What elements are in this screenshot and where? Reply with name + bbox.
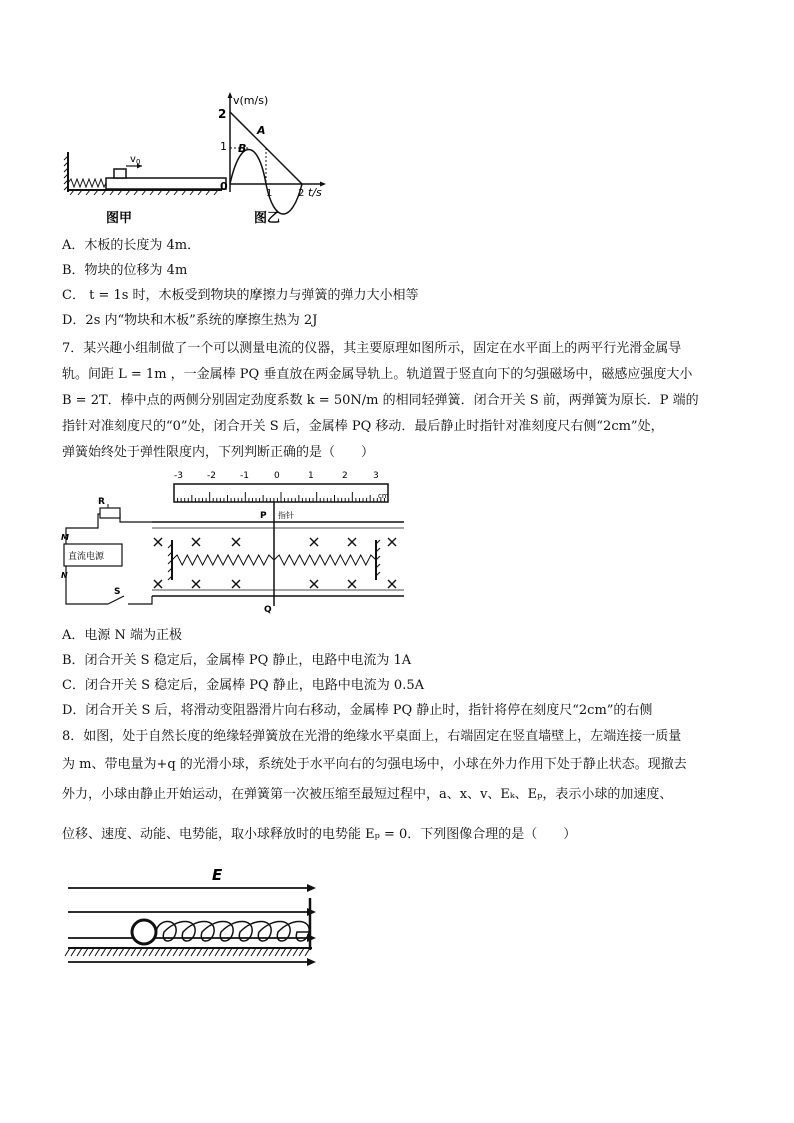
q7-option-d: D．闭合开关 S 后，将滑动变阻器滑片向右移动，金属棒 PQ 静止时，指针将停在刻度尺“2cm”的右侧 [62,703,653,718]
figure-1-left-diagram [64,152,226,226]
spring-left [172,555,274,565]
charged-ball [132,920,156,944]
ruler-tick-label: 0 [274,471,280,481]
q8-stem-line-1: 8．如图，处于自然长度的绝缘轻弹簧放在光滑的绝缘水平桌面上，右端固定在竖直墙壁上，左端连接一质量 [62,729,682,744]
ruler [174,471,389,502]
q6-option-d: D．2s 内“物块和木板”系统的摩擦生热为 2J [62,313,318,328]
q7-stem-line-5: 弹簧始终处于弹性限度内，下列判断正确的是（ ） [62,445,375,460]
q8-stem-line-3: 外力，小球由静止开始运动，在弹簧第一次被压缩至最短过程中，a、x、v、Eₖ、Eₚ，表示小球的加速度、 [62,787,673,802]
curve-b-label: B [238,142,247,155]
label-s: S [114,587,121,597]
ruler-tick-label: 3 [373,471,379,481]
pointer-label: 指针 [278,511,294,520]
label-r: R [98,497,105,507]
q7-stem-line-2: 轨。间距 L = 1m ，一金属棒 PQ 垂直放在两金属导轨上。轨道置于竖直向下的匀强磁场中，磁感应强度大小 [62,367,693,382]
t-tick-1: 1 [266,188,273,199]
caption-right: 图乙 [254,211,281,226]
label-n: N [61,571,68,580]
y-axis-label: v(m/s) [233,94,269,107]
q7-stem-line-4: 指针对准刻度尺的“0”处，闭合开关 S 后，金属棒 PQ 移动．最后静止时指针对准刻度尺右侧“2cm”处， [62,419,664,434]
x-axis-label: t/s [308,186,322,199]
source-label: 直流电源 [68,552,105,562]
switch-s [108,596,124,604]
q6-option-b: B．物块的位移为 4m [62,263,188,278]
curve-a-label: A [257,124,266,137]
q7-option-a: A．电源 N 端为正极 [62,628,183,643]
label-p: P [260,511,267,521]
v0-subscript: 0 [136,158,141,166]
field-label: E [212,866,223,884]
ruler-unit: cm [378,492,389,500]
v-tick-2: 2 [218,107,227,121]
ruler-tick-label: 1 [308,471,314,481]
ruler-tick-label: -1 [240,471,249,481]
q8-stem-line-2: 为 m、带电量为+q 的光滑小球，系统处于水平向右的匀强电场中，小球在外力作用下处于静止状态。现撤去 [62,757,687,772]
rheostat [100,508,120,518]
figure-1 [62,84,332,234]
spring-right [274,555,376,565]
figure-3 [62,858,324,970]
label-q: Q [264,605,272,615]
q8-stem-line-4: 位移、速度、动能、电势能，取小球释放时的电势能 Eₚ = 0．下列图像合理的是（ ） [62,827,577,842]
ruler-tick-label: 2 [342,471,348,481]
ruler-tick-label: -2 [207,471,216,481]
figure-2 [62,466,418,614]
caption-left: 图甲 [106,211,133,226]
magnetic-field-crosses [154,538,396,588]
q7-stem-line-1: 7．某兴趣小组制做了一个可以测量电流的仪器，其主要原理如图所示，固定在水平面上的两平行光滑金属导 [62,341,682,356]
origin-label: 0 [220,180,228,193]
q6-option-c: C． t = 1s 时，木板受到物块的摩擦力与弹簧的弹力大小相等 [62,288,419,303]
v-tick-1: 1 [220,140,227,153]
q7-stem-line-3: B = 2T．棒中点的两侧分别固定劲度系数 k = 50N/m 的相同轻弹簧．闭合开关 S 前，两弹簧为原长．P 端的 [62,393,699,408]
v0-label: v [130,154,136,165]
t-tick-2: 2 [298,188,305,199]
figure-1-right-graph [218,92,326,226]
ruler-tick-label: -3 [174,471,183,481]
label-m: M [61,533,69,542]
q7-option-c: C．闭合开关 S 稳定后，金属棒 PQ 静止，电路中电流为 0.5A [62,678,424,693]
q7-option-b: B．闭合开关 S 稳定后，金属棒 PQ 静止，电路中电流为 1A [62,653,412,668]
q6-option-a: A．木板的长度为 4m． [62,238,201,253]
